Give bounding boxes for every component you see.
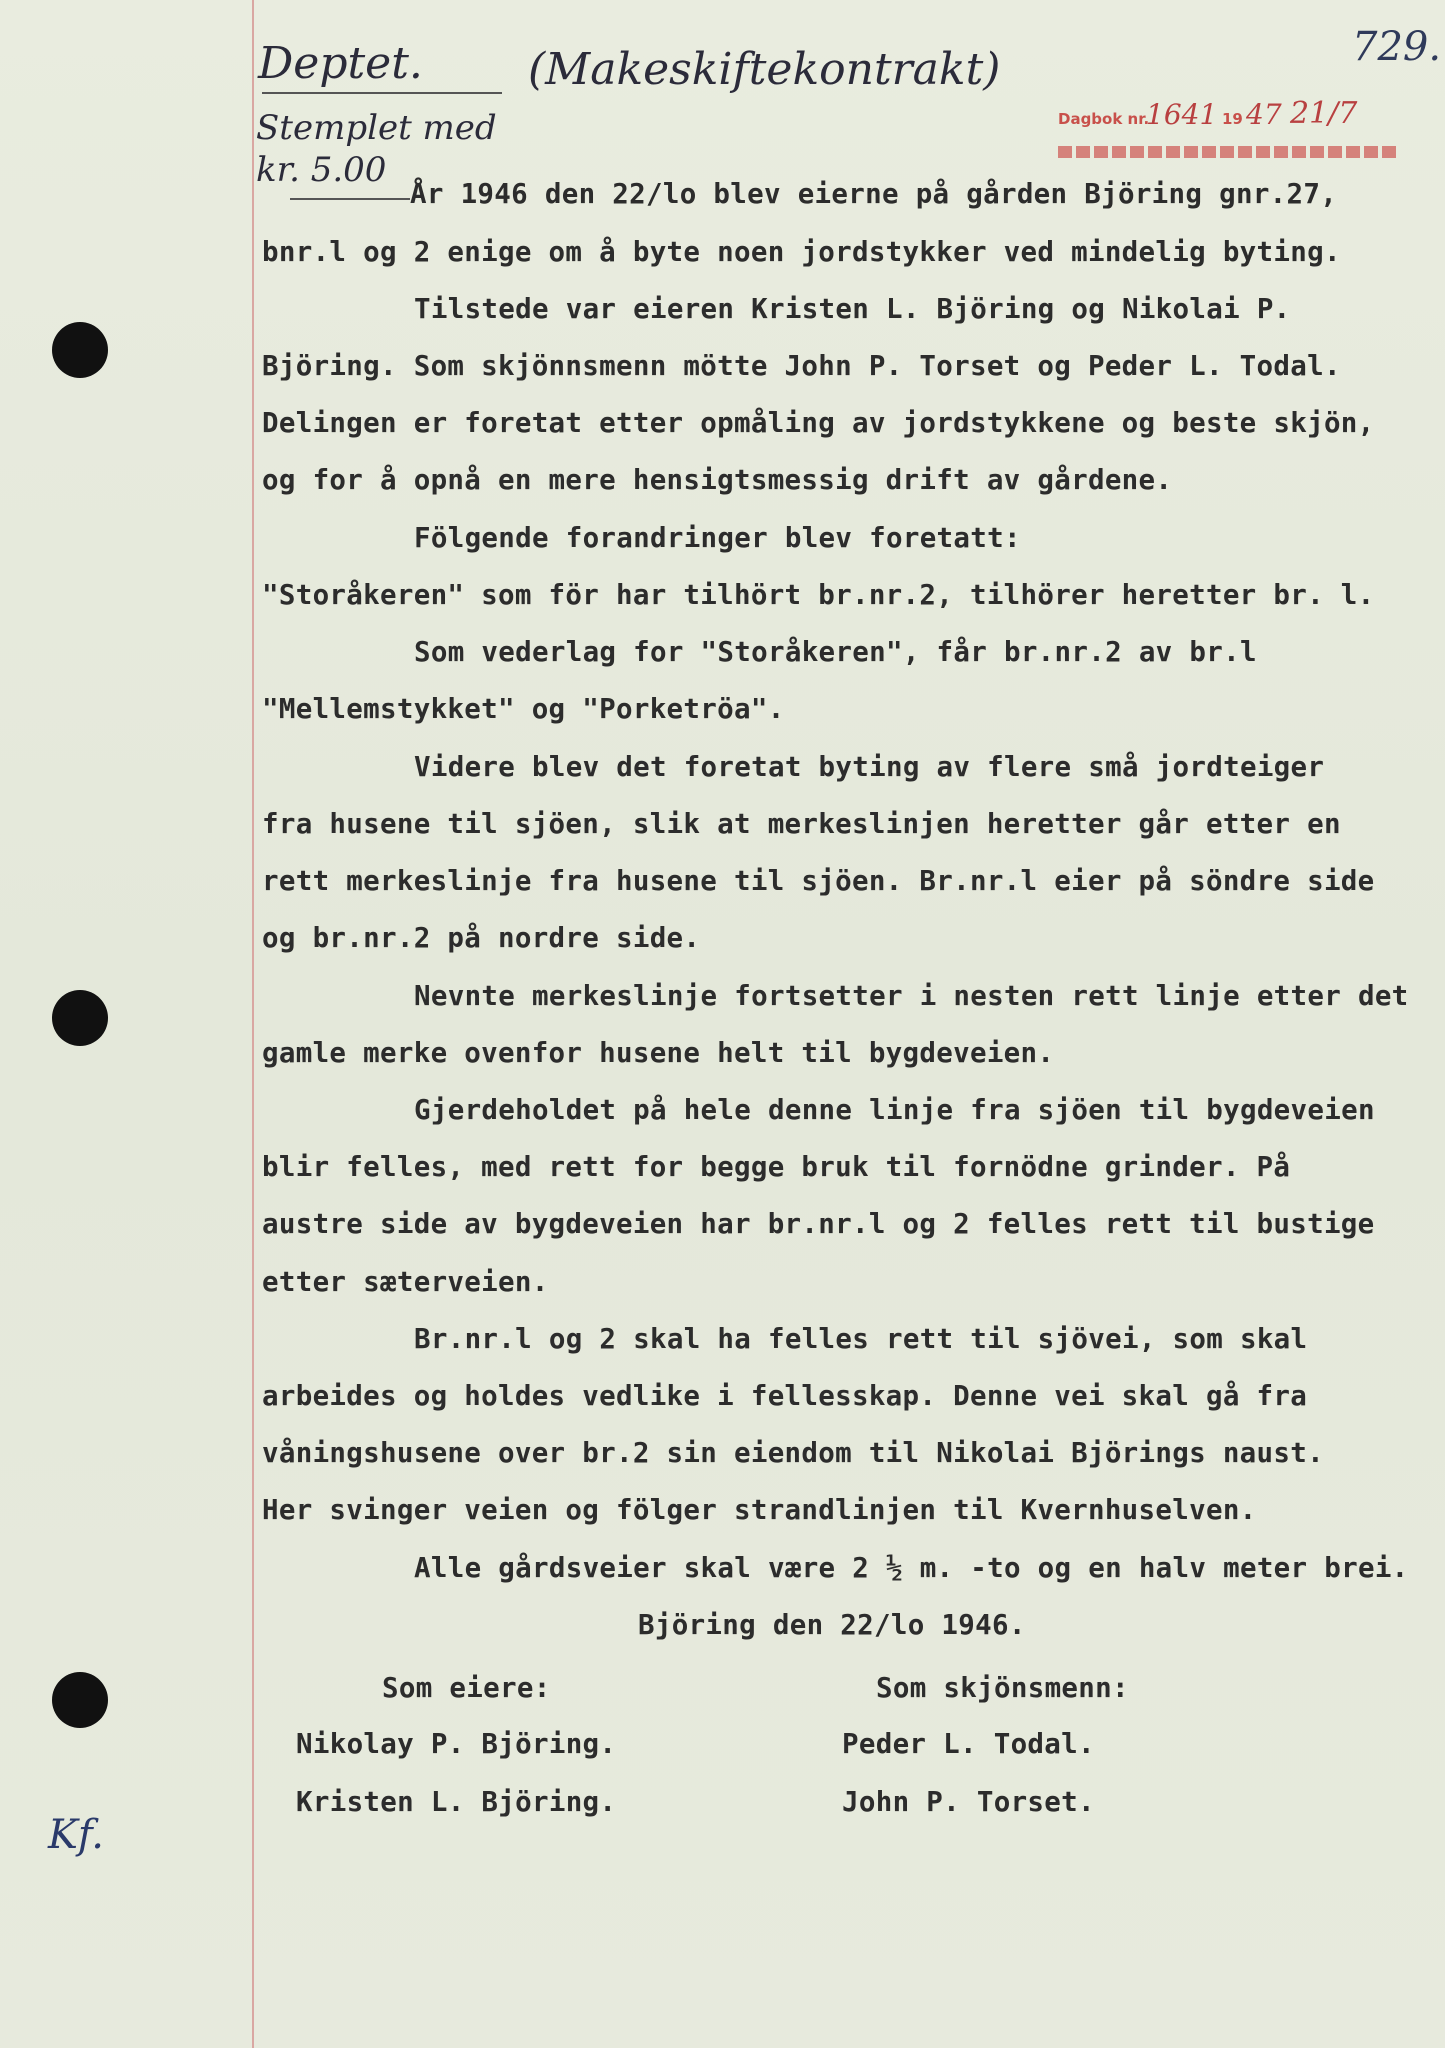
- punch-hole-top: [52, 322, 108, 378]
- body-line-20: etter sæterveien.: [262, 1266, 549, 1298]
- body-line-19: austre side av bygdeveien har br.nr.l og 2 felles rett til bustige: [262, 1208, 1375, 1240]
- body-line-8: "Storåkeren" som för har tilhört br.nr.2, tilhörer heretter br. l.: [262, 579, 1375, 611]
- body-line-12: fra husene til sjöen, slik at merkeslinjen heretter går etter en: [262, 808, 1341, 840]
- body-line-23: våningshusene over br.2 sin eiendom til Nikolai Björings naust.: [262, 1437, 1324, 1469]
- appraiser-signature-1: Peder L. Todal.: [842, 1728, 1095, 1760]
- body-line-10: "Mellemstykket" og "Porketröa".: [262, 693, 785, 725]
- body-line-2: bnr.l og 2 enige om å byte noen jordstykker ved mindelig byting.: [262, 236, 1341, 268]
- stamp-date: 21/7: [1290, 96, 1358, 131]
- appraiser-signature-2: John P. Torset.: [842, 1786, 1095, 1818]
- body-line-9: Som vederlag for "Storåkeren", får br.nr.2 av br.l: [414, 636, 1257, 668]
- body-line-22: arbeides og holdes vedlike i fellesskap. Denne vei skal gå fra: [262, 1380, 1308, 1412]
- handwritten-stempel: Stemplet med: [256, 108, 497, 148]
- handwritten-title: Deptet.: [258, 38, 423, 89]
- margin-rule: [252, 0, 254, 2048]
- body-line-3: Tilstede var eieren Kristen L. Björing og Nikolai P.: [414, 293, 1291, 325]
- body-line-16: gamle merke ovenfor husene helt til bygdeveien.: [262, 1037, 1055, 1069]
- body-line-21: Br.nr.l og 2 skal ha felles rett til sjövei, som skal: [414, 1323, 1308, 1355]
- handwritten-contract-type: (Makeskiftekontrakt): [528, 44, 1001, 95]
- body-line-5: Delingen er foretat etter opmåling av jordstykkene og beste skjön,: [262, 407, 1375, 439]
- handwritten-initials: Kf.: [48, 1812, 104, 1858]
- page-number: 729.: [1352, 24, 1442, 70]
- body-line-1: År 1946 den 22/lo blev eierne på gården Björing gnr.27,: [410, 178, 1338, 210]
- body-line-14: og br.nr.2 på nordre side.: [262, 922, 701, 954]
- title-underline: [262, 92, 502, 94]
- body-line-11: Videre blev det foretat byting av flere små jordteiger: [414, 751, 1325, 783]
- owner-signature-1: Nikolay P. Björing.: [296, 1728, 617, 1760]
- body-line-15: Nevnte merkeslinje fortsetter i nesten rett linje etter det: [414, 980, 1409, 1012]
- body-line-6: og for å opnå en mere hensigtsmessig drift av gårdene.: [262, 464, 1173, 496]
- body-line-18: blir felles, med rett for begge bruk til fornödne grinder. På: [262, 1151, 1291, 1183]
- body-line-13: rett merkeslinje fra husene til sjöen. Br.nr.l eier på söndre side: [262, 865, 1375, 897]
- body-line-7: Fölgende forandringer blev foretatt:: [414, 522, 1021, 554]
- stamp-year-prefix: 19: [1222, 110, 1243, 128]
- owner-signature-2: Kristen L. Björing.: [296, 1786, 617, 1818]
- body-line-17: Gjerdeholdet på hele denne linje fra sjöen til bygdeveien: [414, 1094, 1375, 1126]
- stamp-year: 47: [1246, 98, 1282, 131]
- place-date: Björing den 22/lo 1946.: [638, 1609, 1026, 1641]
- owners-heading: Som eiere:: [382, 1672, 551, 1704]
- body-line-25: Alle gårdsveier skal være 2 ½ m. -to og en halv meter brei.: [414, 1552, 1409, 1584]
- stamp-prefix: Dagbok nr.: [1058, 110, 1150, 128]
- body-line-24: Her svinger veien og fölger strandlinjen til Kvernhuselven.: [262, 1494, 1257, 1526]
- punch-hole-bottom: [52, 1672, 108, 1728]
- punch-hole-middle: [52, 990, 108, 1046]
- appraisers-heading: Som skjönsmenn:: [876, 1672, 1129, 1704]
- amount-underline: [290, 198, 410, 200]
- handwritten-stempel-amount: kr. 5.00: [256, 150, 387, 190]
- body-line-4: Björing. Som skjönnsmenn mötte John P. Torset og Peder L. Todal.: [262, 350, 1341, 382]
- stamp-bottom-text: [1058, 146, 1398, 158]
- stamp-number: 1641: [1146, 98, 1218, 131]
